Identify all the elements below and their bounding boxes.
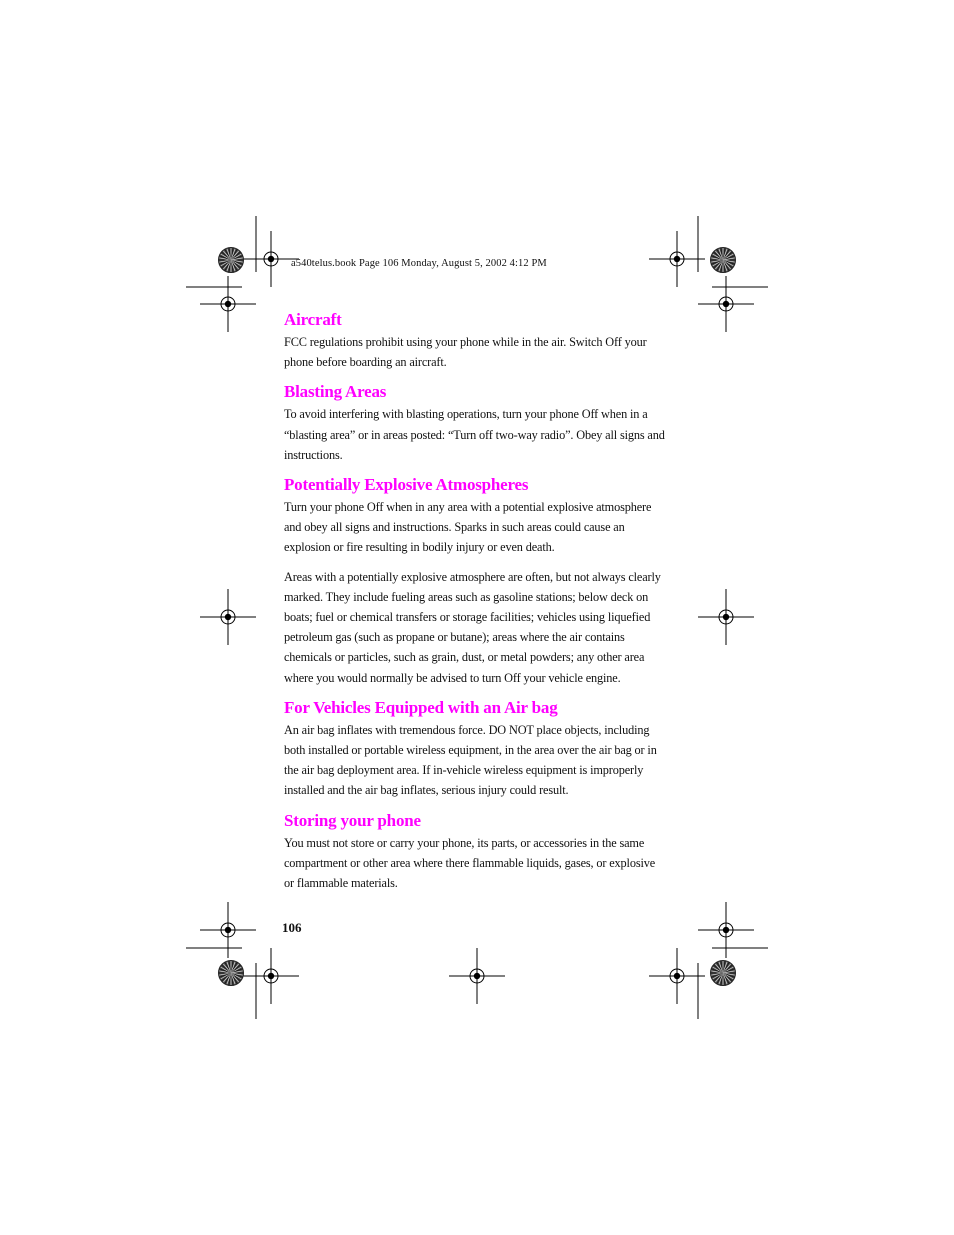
section-paragraph: FCC regulations prohibit using your phone while in the air. Switch Off your phone before boarding an aircraft.	[284, 335, 647, 370]
section-paragraph: An air bag inflates with tremendous force. DO NOT place objects, including both installed or portable wireless equipment, in the area over the air bag or in the air bag deployment area. If in-vehicle wireless equipment is improperly installed and the air bag inflates, serious injury could result.	[284, 722, 657, 798]
section-paragraph: Turn your phone Off when in any area with a potential explosive atmosphere and obey all signs and instructions. Sparks in such areas could cause an explosion or fire resulting in bodily injury or even death.	[284, 500, 652, 555]
starburst-mark	[219, 961, 244, 986]
registration-target-dot	[723, 927, 729, 933]
print-slug: a540telus.book Page 106 Monday, August 5, 2002 4:12 PM	[291, 258, 547, 269]
section-paragraph: You must not store or carry your phone, its parts, or accessories in the same compartment or other area where there flammable liquids, gases, or explosive or flammable materials.	[284, 835, 656, 891]
registration-target-dot	[225, 301, 231, 307]
registration-target-dot	[225, 927, 231, 933]
starburst-mark	[711, 248, 736, 273]
page-number: 106	[282, 920, 302, 935]
section-aircraft	[284, 309, 666, 372]
page-content	[284, 309, 666, 902]
registration-target-dot	[268, 256, 274, 262]
registration-target-dot	[474, 973, 480, 979]
registration-target-dot	[674, 973, 680, 979]
registration-target-dot	[674, 256, 680, 262]
section-paragraph: Areas with a potentially explosive atmosphere are often, but not always clearly marked. They include fueling areas such as gasoline stations; below deck on boats; fuel or chemical transfers or storage facilities; vehicles using liquefied petroleum gas (such as propane or butane); areas where the air contains chemicals or particles, such as grain, dust, or metal powders; any other area where you would normally be advised to turn Off your vehicle engine.	[284, 569, 661, 685]
section-heading: Potentially Explosive Atmospheres	[284, 475, 529, 495]
registration-target-dot	[723, 301, 729, 307]
registration-target-dot	[268, 973, 274, 979]
starburst-mark	[711, 961, 736, 986]
section-paragraph: To avoid interfering with blasting operations, turn your phone Off when in a “blasting area” or in areas posted: “Turn off two-way radio”. Obey all signs and instructions.	[284, 407, 665, 462]
section-blasting-areas	[284, 381, 666, 465]
starburst-mark	[219, 248, 244, 273]
section-storing-phone	[284, 810, 666, 894]
registration-target-dot	[225, 614, 231, 620]
section-air-bag	[284, 697, 666, 801]
section-heading: Blasting Areas	[284, 382, 387, 402]
section-explosive-atmospheres	[284, 474, 666, 688]
registration-target-dot	[723, 614, 729, 620]
section-heading: Storing your phone	[284, 810, 421, 830]
section-heading: For Vehicles Equipped with an Air bag	[284, 697, 558, 717]
section-heading: Aircraft	[284, 310, 342, 329]
